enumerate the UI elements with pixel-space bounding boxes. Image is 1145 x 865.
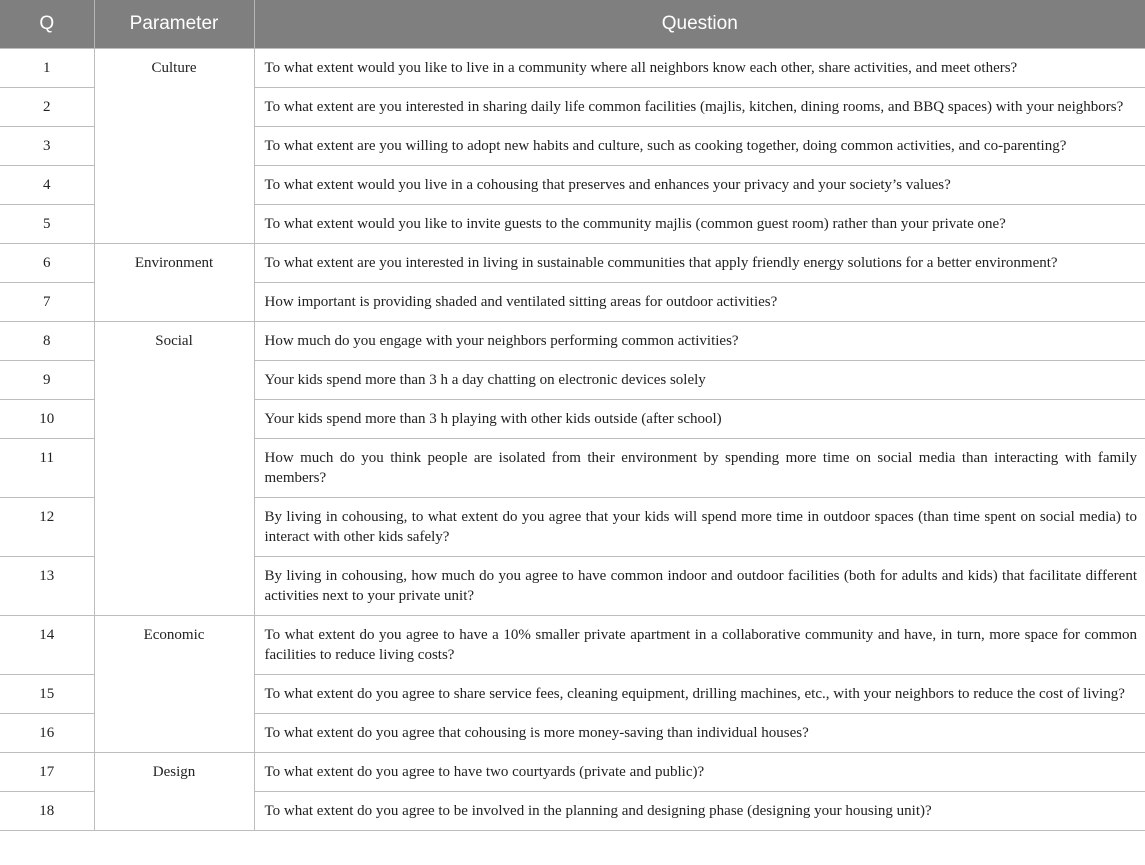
parameter-cell: Economic <box>94 616 254 753</box>
question-text: By living in cohousing, how much do you agree to have common indoor and outdoor facilities (both for adults and kids) that facilitate different activities next to your private unit? <box>254 557 1145 616</box>
question-number: 17 <box>0 753 94 792</box>
question-text: By living in cohousing, to what extent do you agree that your kids will spend more time in outdoor spaces (than time spent on social media) to interact with other kids safely? <box>254 498 1145 557</box>
question-text: To what extent are you willing to adopt new habits and culture, such as cooking together, doing common activities, and co-parenting? <box>254 127 1145 166</box>
table-row <box>0 616 1145 675</box>
parameter-cell: Environment <box>94 244 254 322</box>
parameter-cell: Social <box>94 322 254 616</box>
question-number: 15 <box>0 675 94 714</box>
question-number: 16 <box>0 714 94 753</box>
question-text: To what extent are you interested in living in sustainable communities that apply friendly energy solutions for a better environment? <box>254 244 1145 283</box>
question-text: To what extent would you live in a cohousing that preserves and enhances your privacy and your society’s values? <box>254 166 1145 205</box>
question-text: Your kids spend more than 3 h a day chatting on electronic devices solely <box>254 361 1145 400</box>
question-text: How important is providing shaded and ventilated sitting areas for outdoor activities? <box>254 283 1145 322</box>
question-text: How much do you think people are isolated from their environment by spending more time on social media than interacting with family members? <box>254 439 1145 498</box>
question-number: 18 <box>0 792 94 831</box>
question-number: 14 <box>0 616 94 675</box>
table-row <box>0 322 1145 361</box>
question-number: 5 <box>0 205 94 244</box>
question-text: To what extent are you interested in sharing daily life common facilities (majlis, kitchen, dining rooms, and BBQ spaces) with your neighbors? <box>254 88 1145 127</box>
parameter-cell: Design <box>94 753 254 831</box>
question-text: To what extent would you like to invite guests to the community majlis (common guest room) rather than your private one? <box>254 205 1145 244</box>
header-question: Question <box>254 0 1145 49</box>
header-row <box>0 0 1145 49</box>
header-parameter: Parameter <box>94 0 254 49</box>
question-number: 2 <box>0 88 94 127</box>
question-text: Your kids spend more than 3 h playing with other kids outside (after school) <box>254 400 1145 439</box>
question-number: 8 <box>0 322 94 361</box>
table-row <box>0 244 1145 283</box>
parameter-cell: Culture <box>94 49 254 244</box>
header-q: Q <box>0 0 94 49</box>
table-row <box>0 49 1145 88</box>
question-text: How much do you engage with your neighbors performing common activities? <box>254 322 1145 361</box>
question-number: 7 <box>0 283 94 322</box>
question-text: To what extent do you agree to have two courtyards (private and public)? <box>254 753 1145 792</box>
question-number: 10 <box>0 400 94 439</box>
question-number: 11 <box>0 439 94 498</box>
question-text: To what extent do you agree to share service fees, cleaning equipment, drilling machines, etc., with your neighbors to reduce the cost of living? <box>254 675 1145 714</box>
question-text: To what extent do you agree to be involved in the planning and designing phase (designing your housing unit)? <box>254 792 1145 831</box>
question-number: 4 <box>0 166 94 205</box>
question-text: To what extent do you agree to have a 10% smaller private apartment in a collaborative community and have, in turn, more space for common facilities to reduce living costs? <box>254 616 1145 675</box>
question-number: 12 <box>0 498 94 557</box>
question-number: 6 <box>0 244 94 283</box>
question-number: 3 <box>0 127 94 166</box>
question-number: 9 <box>0 361 94 400</box>
table-row <box>0 753 1145 792</box>
question-text: To what extent would you like to live in a community where all neighbors know each other, share activities, and meet others? <box>254 49 1145 88</box>
question-number: 13 <box>0 557 94 616</box>
question-text: To what extent do you agree that cohousing is more money-saving than individual houses? <box>254 714 1145 753</box>
question-number: 1 <box>0 49 94 88</box>
